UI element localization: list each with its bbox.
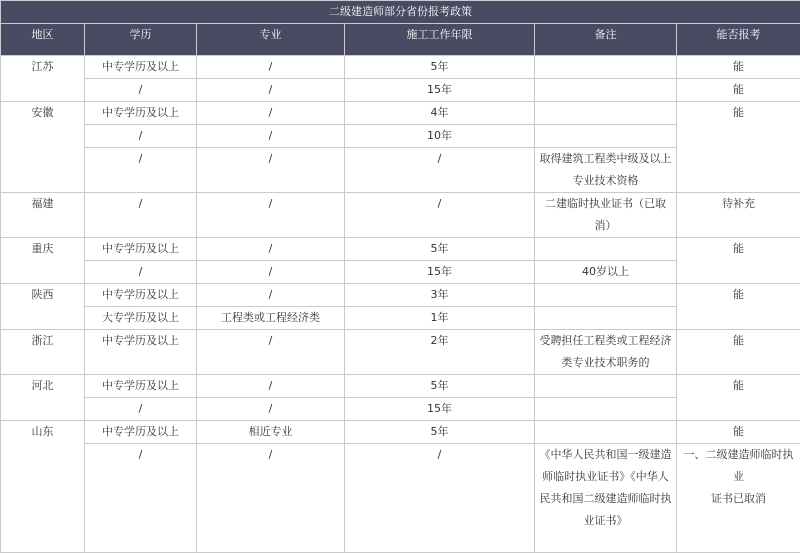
education-cell: 中专学历及以上 — [85, 284, 197, 307]
years-cell: 5年 — [345, 56, 535, 79]
header-education: 学历 — [85, 24, 197, 56]
eligible-cell: 能 — [677, 375, 800, 421]
major-cell: / — [197, 102, 345, 125]
education-cell: 中专学历及以上 — [85, 330, 197, 375]
eligible-cell: 能 — [677, 284, 800, 330]
eligible-cell: 能 — [677, 421, 800, 444]
note-line: 类专业技术职务的 — [562, 356, 650, 369]
table-row — [1, 238, 800, 261]
region-cell: 河北 — [1, 375, 85, 421]
major-cell: / — [197, 284, 345, 307]
region-cell: 重庆 — [1, 238, 85, 284]
note-line: 业证书》 — [584, 514, 628, 527]
years-cell: 15年 — [345, 398, 535, 421]
header-note: 备注 — [535, 24, 677, 56]
note-cell — [535, 125, 677, 148]
major-cell: / — [197, 193, 345, 238]
table-row — [1, 56, 800, 79]
education-cell: / — [85, 261, 197, 284]
years-cell: 5年 — [345, 421, 535, 444]
note-line: 二建临时执业证书（已取 — [545, 197, 666, 210]
eligible-cell — [677, 444, 800, 553]
note-cell — [535, 79, 677, 102]
education-cell: / — [85, 398, 197, 421]
education-cell: 中专学历及以上 — [85, 238, 197, 261]
region-cell: 安徽 — [1, 102, 85, 193]
years-cell: 15年 — [345, 261, 535, 284]
note-cell — [535, 284, 677, 307]
years-cell: 10年 — [345, 125, 535, 148]
major-cell: / — [197, 261, 345, 284]
major-cell: / — [197, 125, 345, 148]
note-cell — [535, 193, 677, 238]
table-row — [1, 444, 800, 553]
education-cell: / — [85, 444, 197, 553]
eligible-cell: 能 — [677, 79, 800, 102]
table-row — [1, 102, 800, 125]
years-cell: 5年 — [345, 375, 535, 398]
note-cell — [535, 330, 677, 375]
note-line: 受聘担任工程类或工程经济 — [540, 334, 672, 347]
note-line: 师临时执业证书》《中华人 — [542, 470, 669, 483]
major-cell: / — [197, 79, 345, 102]
major-cell: / — [197, 148, 345, 193]
years-cell: 2年 — [345, 330, 535, 375]
education-cell: 中专学历及以上 — [85, 421, 197, 444]
note-line: 民共和国二级建造师临时执 — [540, 492, 672, 505]
note-cell — [535, 444, 677, 553]
eligible-line: 证书已取消 — [711, 492, 766, 505]
years-cell: / — [345, 444, 535, 553]
education-cell: / — [85, 148, 197, 193]
note-line: 取得建筑工程类中级及以上 — [540, 152, 672, 165]
region-cell: 江苏 — [1, 56, 85, 102]
note-line: 《中华人民共和国一级建造 — [540, 448, 672, 461]
eligible-cell: 能 — [677, 330, 800, 375]
table-title-row — [1, 1, 800, 24]
region-cell: 山东 — [1, 421, 85, 553]
header-work-years: 施工工作年限 — [345, 24, 535, 56]
note-line: 消） — [595, 219, 617, 232]
eligible-cell: 能 — [677, 102, 800, 193]
education-cell: / — [85, 193, 197, 238]
years-cell: 3年 — [345, 284, 535, 307]
note-cell: 40岁以上 — [535, 261, 677, 284]
region-cell: 福建 — [1, 193, 85, 238]
note-cell — [535, 398, 677, 421]
education-cell: 中专学历及以上 — [85, 56, 197, 79]
region-cell: 浙江 — [1, 330, 85, 375]
major-cell: 相近专业 — [197, 421, 345, 444]
table-row — [1, 284, 800, 307]
note-line: 专业技术资格 — [573, 174, 639, 187]
header-major: 专业 — [197, 24, 345, 56]
years-cell: 4年 — [345, 102, 535, 125]
table-header-row — [1, 24, 800, 56]
note-cell — [535, 375, 677, 398]
years-cell: / — [345, 148, 535, 193]
table-row — [1, 193, 800, 238]
major-cell: / — [197, 56, 345, 79]
education-cell: 大专学历及以上 — [85, 307, 197, 330]
table-row — [1, 330, 800, 375]
note-cell — [535, 102, 677, 125]
table-row — [1, 79, 800, 102]
years-cell: 15年 — [345, 79, 535, 102]
major-cell: / — [197, 398, 345, 421]
eligible-cell: 待补充 — [677, 193, 800, 238]
major-cell: / — [197, 444, 345, 553]
table-row — [1, 375, 800, 398]
note-cell — [535, 421, 677, 444]
eligible-cell: 能 — [677, 238, 800, 284]
major-cell: 工程类或工程经济类 — [197, 307, 345, 330]
region-cell: 陕西 — [1, 284, 85, 330]
major-cell: / — [197, 375, 345, 398]
note-cell — [535, 307, 677, 330]
education-cell: / — [85, 125, 197, 148]
years-cell: 1年 — [345, 307, 535, 330]
education-cell: 中专学历及以上 — [85, 375, 197, 398]
header-region: 地区 — [1, 24, 85, 56]
note-cell — [535, 56, 677, 79]
note-cell — [535, 238, 677, 261]
eligible-line: 一、二级建造师临时执业 — [684, 448, 794, 483]
major-cell: / — [197, 330, 345, 375]
note-cell — [535, 148, 677, 193]
education-cell: 中专学历及以上 — [85, 102, 197, 125]
eligible-cell: 能 — [677, 56, 800, 79]
years-cell: / — [345, 193, 535, 238]
header-eligible: 能否报考 — [677, 24, 800, 56]
education-cell: / — [85, 79, 197, 102]
table-title: 二级建造师部分省份报考政策 — [1, 1, 800, 24]
table-row — [1, 421, 800, 444]
major-cell: / — [197, 238, 345, 261]
years-cell: 5年 — [345, 238, 535, 261]
